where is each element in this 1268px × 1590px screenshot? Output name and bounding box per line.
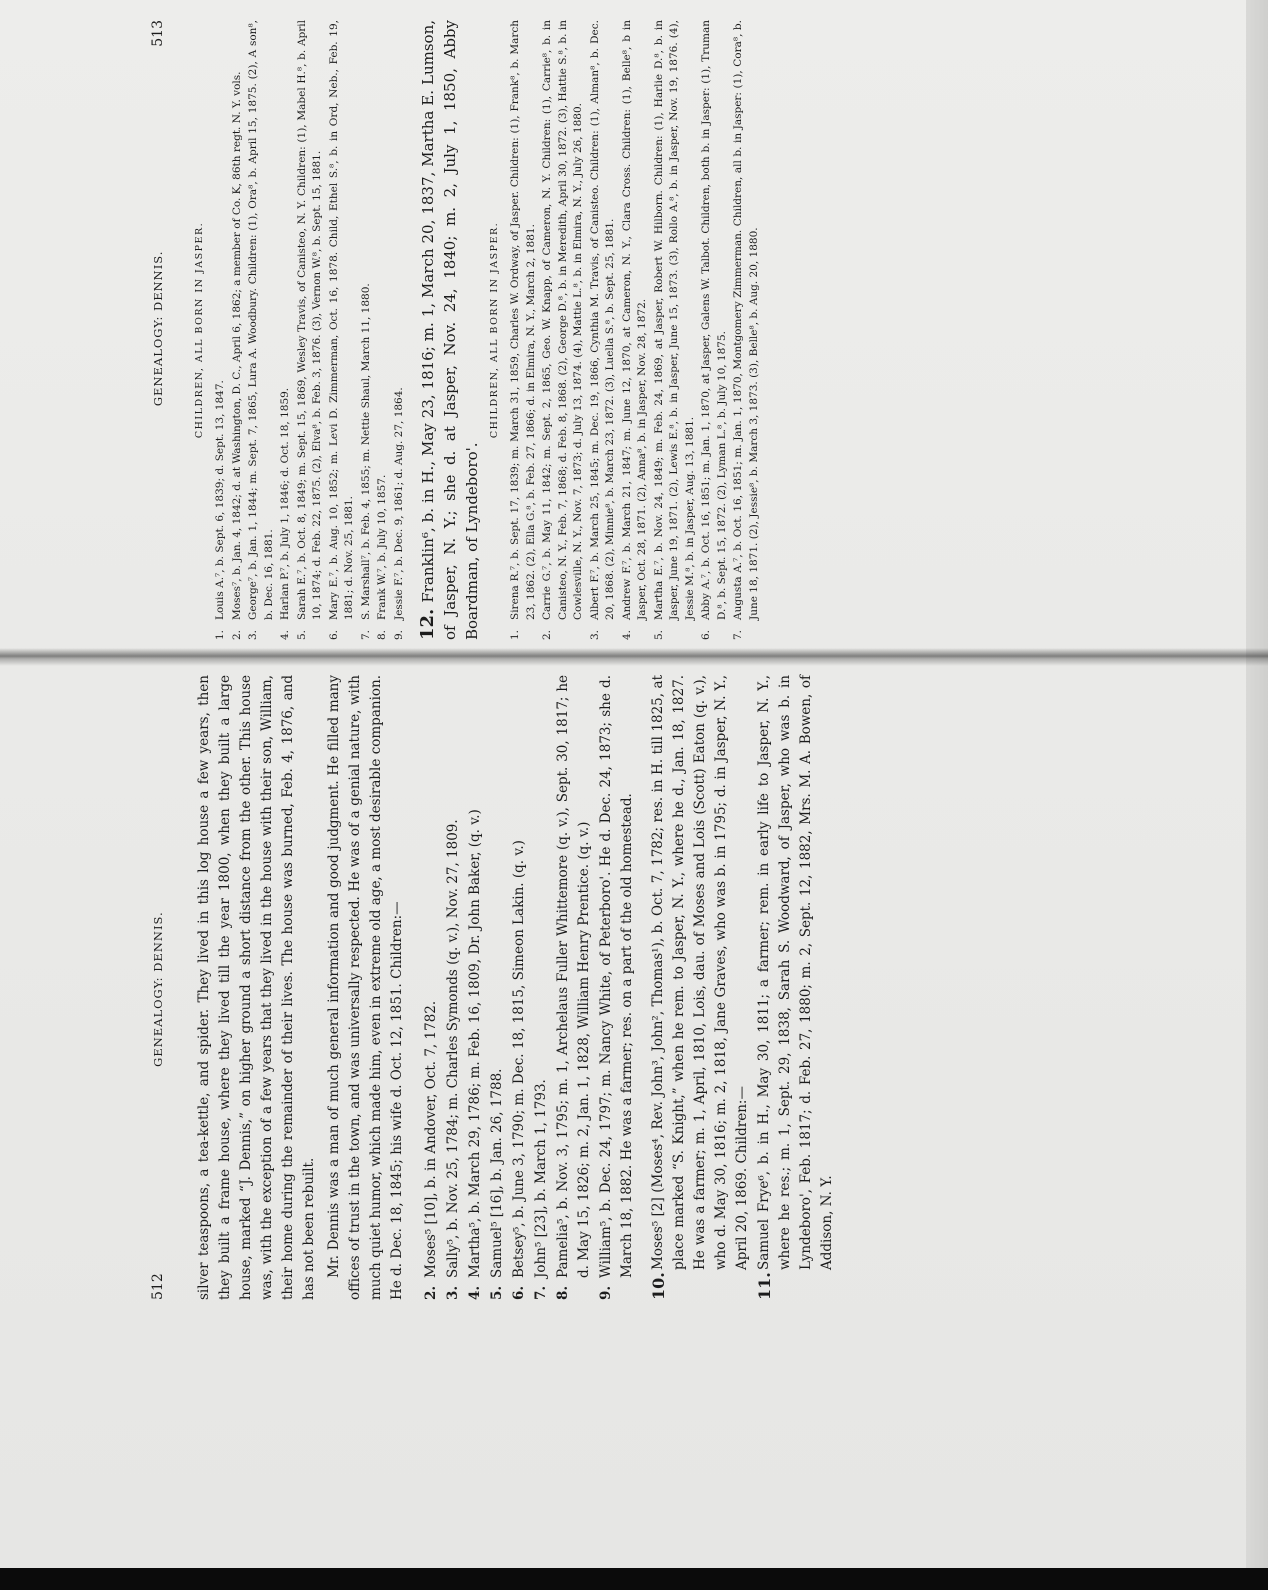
item-text: Sarah E.⁷, b. Oct. 8, 1849; m. Sept. 15, 1869, Wesley Travis, of Canisteo, N. Y. Children: (1), Mabel H.⁸, b. April 10, 1874; d. Feb. 22, 1875. (2), Elva⁸, b. Feb. 3, 1876. (3), Vernon W.⁸, b. Sept. 15, 1881. xyxy=(295,20,323,620)
page-512 xyxy=(150,675,839,1300)
item-text: S. Marshall⁷, b. Feb. 4, 1855; m. Nettie Shaul, March 11, 1880. xyxy=(359,283,372,620)
item-number: 2. xyxy=(541,629,553,640)
entry-10 xyxy=(648,675,753,1300)
item-number: 6. xyxy=(511,1285,527,1300)
list-item xyxy=(421,675,442,1300)
list-item xyxy=(327,20,358,640)
list-item xyxy=(588,20,619,640)
entry-number: 12. xyxy=(417,608,438,640)
page-header xyxy=(150,20,190,640)
item-number: 4. xyxy=(279,629,291,640)
scanner-edge-bottom xyxy=(0,1568,1268,1590)
item-number: 7. xyxy=(533,1285,549,1300)
item-number: 7. xyxy=(732,629,744,640)
item-text: George⁷, b. Jan. 1, 1844; m. Sept. 7, 1865, Lura A. Woodbury. Children: (1), Ora⁸, b. April 15, 1875. (2), A son⁸, b. Dec. 16, 1881. xyxy=(247,20,275,620)
list-item xyxy=(553,675,595,1300)
item-text: Andrew F.⁷, b. March 21, 1847; m. June 12, 1870, at Cameron, N. Y., Clara Cross. Children: (1), Belle⁸, b in Jasper, Oct. 28, 1871. (2), Anna⁸, b. in Jasper, Nov. 28, 1872. xyxy=(620,20,648,620)
list-item xyxy=(213,20,229,640)
page-header xyxy=(150,675,190,1300)
item-number: 9. xyxy=(392,629,405,640)
item-text: Mary E.⁷, b. Aug. 10, 1852; m. Levi D. Zimmerman, Oct. 16, 1878. Child, Ethel S.⁸, b. in Ord, Neb., Feb. 19, 1881; d. Nov. 25, 1881. xyxy=(327,20,355,620)
item-text: Samuel⁵ [16], b. Jan. 26, 1788. xyxy=(489,1068,505,1278)
item-text: Jessie F.⁷, b. Dec. 9, 1861; d. Aug. 27, 1864. xyxy=(392,387,405,620)
item-text: Frank W.⁷, b. July 10, 1857. xyxy=(376,474,388,620)
list-item xyxy=(443,675,464,1300)
item-text: Sally⁵, b. Nov. 25, 1784; m. Charles Symonds (q. v.), Nov. 27, 1809. xyxy=(445,819,461,1278)
item-number: 6. xyxy=(700,629,712,640)
item-text: Martha E.⁷, b. Nov. 24, 1849; m. Feb. 24, 1869, at Jasper, Robert W. Hilborn. Children: (1), Harlie D.⁸, b. in Jasper, June 19, 1871. (2), Lewis E.⁸, b. in Jasper, June 15, 1873. (3), Rollo A.⁸, b. in Jasper, Nov. 19, 1876. (4), Jessie M.⁸, b. in Jasper, Aug. 13, 1881. xyxy=(652,20,696,620)
item-text: Louis A.⁷, b. Sept. 6, 1839; d. Sept. 13, 1847. xyxy=(214,380,226,620)
item-number: 7. xyxy=(359,629,372,640)
item-number: 5. xyxy=(295,629,308,640)
item-number: 1. xyxy=(509,629,521,640)
list-item xyxy=(487,675,508,1300)
list-item xyxy=(509,675,530,1300)
entry-text: Moses⁵ [2] (Moses⁴, Rev. John³, John², Thomas¹), b. Oct. 7, 1782; res. in H. till 1825, at place marked “S. Knight,” when he rem. to Jasper, N. Y., where he d., Jan. 18, 1827. He was a farmer; m. 1, April, 1810, Lois, dau. of Moses and Lois (Scott) Eaton (q. v.), who d. May 30, 1816; m. 2, 1818, Jane Graves, who was b. in 1795; d. in Jasper, N. Y., April 20, 1869. Children:— xyxy=(650,675,750,1270)
page-body xyxy=(194,675,838,1300)
item-text: Abby A.⁷, b. Oct. 16, 1851; m. Jan. 1, 1870, at Jasper, Galens W. Talbot. Children, both b. in Jasper: (1), Truman D.⁸, b. Sept. 15, 1872. (2), Lyman L.⁸, b. July 10, 1875. xyxy=(700,20,728,620)
list-item xyxy=(699,20,730,640)
list-item xyxy=(531,675,552,1300)
item-number: 9. xyxy=(598,1285,614,1300)
item-number: 3. xyxy=(247,629,259,640)
running-head: GENEALOGY: DENNIS. xyxy=(151,911,165,1067)
running-head: GENEALOGY: DENNIS. xyxy=(151,250,165,407)
item-text: Carrie G.⁷, b. May 11, 1842; m. Sept. 2, 1865, Geo. W. Knapp, of Cameron, N. Y. Children: (1), Carrie⁸, b. in Canisteo, N. Y., Feb. 7, 1868; d. Feb. 8, 1868. (2), George D.⁸, b. in Meredith, April 30, 1872. (3), Hattie S.⁸, b. in Cowlesville, N. Y., Nov. 7, 1873; d. July 13, 1874. (4), Mattie L.⁸, b. in Elmira, N. Y., July 26, 1880. xyxy=(541,20,584,620)
children-list-1 xyxy=(213,20,407,640)
children-list-2 xyxy=(508,20,762,640)
item-number: 4. xyxy=(620,629,633,640)
list-item xyxy=(230,20,246,640)
entry-text: Franklin⁶, b. in H., May 23, 1816; m. 1, March 20, 1837, Martha E. Lumson, of Jasper, N. Y.; she d. at Jasper, Nov. 24, 1840; m. 2, July 1, 1850, Abby Boardman, of Lyndeboro'. xyxy=(419,20,481,640)
children-subhead: CHILDREN, ALL BORN IN JASPER. xyxy=(194,221,205,439)
scanner-edge-right xyxy=(1246,0,1268,1590)
list-item xyxy=(620,20,651,640)
page-513 xyxy=(150,20,763,640)
item-text: Moses⁷, b. Jan. 4, 1842; d. at Washington, D. C., April 6, 1862; a member of Co. K, 86th regt. N. Y. vols. xyxy=(230,71,243,620)
item-text: Moses⁵ [10], b. in Andover, Oct. 7, 1782. xyxy=(423,1000,439,1278)
list-item xyxy=(246,20,277,640)
list-item xyxy=(540,20,587,640)
body-paragraph: silver teaspoons, a tea-kettle, and spider. They lived in this log house a few years, then they built a frame house, where they lived till the year 1800, when they built a large house, marked “J. Dennis,” on higher ground a short distance from the other. This house was, with the exception of a few years that they lived in the house with their son, William, their home during the remainder of their lives. The house was burned, Feb. 4, 1876, and has not been rebuilt. xyxy=(196,675,317,1300)
spacer xyxy=(639,675,647,1300)
item-text: Augusta A.⁷, b. Oct. 16, 1851; m. Jan. 1, 1870, Montgomery Zimmerman. Children, all b. in Jasper: (1), Cora⁸, b. June 18, 1871. (2), Jessie⁸, b. March 3, 1873. (3), Belle⁸, b. Aug. 20, 1880. xyxy=(732,20,760,620)
item-text: Pamelia⁵, b. Nov. 3, 1795; m. 1, Archelaus Fuller Whittemore (q. v.), Sept. 30, 1817; he d. May 15, 1826; m. 2, Jan. 1, 1828, William Henry Prentice. (q. v.) xyxy=(555,675,592,1278)
list-item xyxy=(596,675,638,1300)
list-item xyxy=(392,20,408,640)
page-number: 513 xyxy=(150,20,166,47)
item-number: 6. xyxy=(327,629,340,640)
item-number: 2. xyxy=(423,1285,439,1300)
item-number: 8. xyxy=(555,1285,571,1300)
list-item xyxy=(295,20,326,640)
list-item xyxy=(731,20,762,640)
entry-number: 11. xyxy=(755,1272,774,1300)
list-item xyxy=(375,20,391,640)
spacer xyxy=(412,675,420,1300)
item-number: 5. xyxy=(489,1285,505,1300)
item-text: John⁵ [23], b. March 1, 1793. xyxy=(533,1079,549,1278)
list-item xyxy=(278,20,294,640)
item-number: 5. xyxy=(652,629,665,640)
item-number: 3. xyxy=(445,1285,461,1300)
book-binding-gutter xyxy=(0,648,1268,666)
item-number: 3. xyxy=(588,629,601,640)
list-item xyxy=(508,20,539,640)
item-text: Martha⁵, b. March 29, 1786; m. Feb. 16, 1809, Dr. John Baker, (q. v.) xyxy=(467,809,483,1278)
list-item xyxy=(359,20,375,640)
item-number: 1. xyxy=(214,629,226,640)
item-text: Sirena R.⁷, b. Sept. 17, 1839; m. March 31, 1859, Charles W. Ordway, of Jasper. Children: (1), Frank⁸, b. March 23, 1862. (2), Ella G.⁸, b. Feb. 27, 1866; d. in Elmira, N. Y., March 2, 1881. xyxy=(509,20,537,620)
page-number: 512 xyxy=(150,1273,166,1300)
item-number: 8. xyxy=(376,629,388,640)
entry-11 xyxy=(754,675,838,1300)
entry-12 xyxy=(417,20,483,640)
entry-number: 10. xyxy=(649,1272,668,1300)
body-paragraph: Mr. Dennis was a man of much general information and good judgment. He filled many offices of trust in the town, and was universally respected. He was of a genial nature, with much quiet humor, which made him, even in extreme old age, a most desirable companion. He d. Dec. 18, 1845; his wife d. Oct. 12, 1851. Children:— xyxy=(326,675,405,1300)
entry-text: Samuel Frye⁶, b. in H., May 30, 1811; a farmer; rem. in early life to Jasper, N. Y., where he res.; m. 1, Sept. 29, 1838, Sarah S. Woodward, of Jasper, who was b. in Lyndeboro', Feb. 1817; d. Feb. 27, 1880; m. 2, Sept. 12, 1882, Mrs. M. A. Bowen, of Addison, N. Y. xyxy=(756,675,835,1270)
item-text: Harlan P.⁷, b. July 1, 1846; d. Oct. 18, 1859. xyxy=(279,387,291,620)
children-subhead: CHILDREN, ALL BORN IN JASPER. xyxy=(489,221,500,439)
item-number: 2. xyxy=(230,629,243,640)
list-item xyxy=(652,20,699,640)
item-text: William⁵, b. Dec. 24, 1797; m. Nancy White, of Peterboro'. He d. Dec. 24, 1873; she d. March 18, 1882. He was a farmer; res. on a part of the old homestead. xyxy=(598,675,635,1278)
item-text: Betsey⁵, b. June 3, 1790; m. Dec. 18, 1815, Simeon Lakin. (q. v.) xyxy=(511,840,527,1278)
item-number: 4. xyxy=(467,1285,483,1300)
list-item xyxy=(465,675,486,1300)
item-text: Albert F.⁷, b. March 25, 1845; m. Dec. 19, 1866, Cynthia M. Travis, of Canisteo. Children: (1), Alman⁸, b. Dec. 20, 1868. (2), Minnie⁸, b. March 23, 1872. (3), Luella S.⁸, b. Sept. 25, 1881. xyxy=(588,20,616,620)
